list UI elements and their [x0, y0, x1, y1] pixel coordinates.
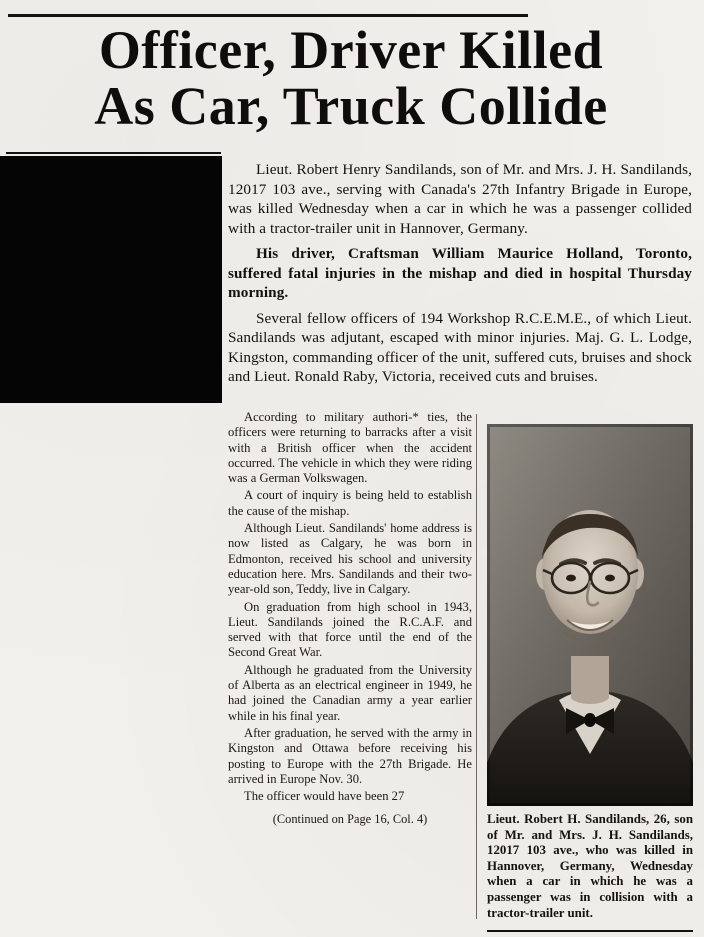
page-title [0, 22, 702, 134]
headline-bottom-rule [6, 152, 221, 154]
body-paragraph: According to military authori-* ties, the officers were returning to barracks after a visit with a British officer when the accident occurred. The vehicle in which they were riding was a German Volkswagen. [228, 410, 472, 486]
photo-figure [487, 424, 693, 806]
lead-paragraphs [228, 160, 692, 393]
continued-note: (Continued on Page 16, Col. 4) [272, 812, 428, 827]
body-paragraph: Although he graduated from the University of Alberta as an electrical engineer in 1949, he had joined the Canadian army a year earlier while in his final year. [228, 662, 472, 723]
lead-paragraph: Lieut. Robert Henry Sandilands, son of Mr. and Mrs. J. H. Sandilands, 12017 103 ave., serving with Canada's 27th Infantry Brigade in Europe, was killed Wednesday when a car in which he was a passenger collided with a tractor-trailer unit in Hannover, Germany. [228, 161, 692, 237]
masthead-top-rule [8, 14, 528, 17]
photo-caption [487, 812, 693, 921]
body-paragraph: Although Lieut. Sandilands' home address is now listed as Calgary, he was born in Edmonton, received his school and university education here. Mrs. Sandilands and their two-year-old son, Teddy, live in Calgary. [228, 521, 472, 597]
headline-line-2: As Car, Truck Collide [94, 76, 608, 136]
caption-bottom-rule [487, 930, 693, 932]
body-paragraph: The officer would have been 27 [244, 789, 405, 804]
photo-caption-text: Lieut. Robert H. Sandilands, 26, son of Mr. and Mrs. J. H. Sandilands, 12017 103 ave., who was killed in Hannover, Germany, Wednesday when a car in which he was a passenger was in collision with a tractor-trailer unit. [487, 812, 693, 920]
portrait-photo-graphic [487, 424, 693, 806]
body-paragraph: On graduation from high school in 1943, Lieut. Sandilands joined the R.C.A.F. and served with that force until the end of the Second Great War. [228, 599, 472, 660]
lead-paragraph: Several fellow officers of 194 Workshop R.C.E.M.E., of which Lieut. Sandilands was adjutant, escaped with minor injuries. Maj. G. L. Lodge, Kingston, commanding officer of the unit, suffered cuts, bruises and shock and Lieut. Ronald Raby, Victoria, received cuts and bruises. [228, 309, 692, 385]
body-paragraph: A court of inquiry is being held to establish the cause of the mishap. [228, 488, 472, 518]
lead-paragraph-bold: His driver, Craftsman William Maurice Holland, Toronto, suffered fatal injuries in the mishap and died in hospital Thursday morning. [228, 245, 692, 301]
column-divider [476, 414, 477, 919]
masked-black-block [0, 156, 222, 403]
portrait-photo [487, 424, 693, 806]
headline-line-1: Officer, Driver Killed [98, 20, 604, 80]
body-paragraph: After graduation, he served with the army in Kingston and Ottawa before receiving his posting to Europe with the 27th Brigade. He arrived in Europe Nov. 30. [228, 725, 472, 786]
article-body-column [228, 410, 472, 830]
